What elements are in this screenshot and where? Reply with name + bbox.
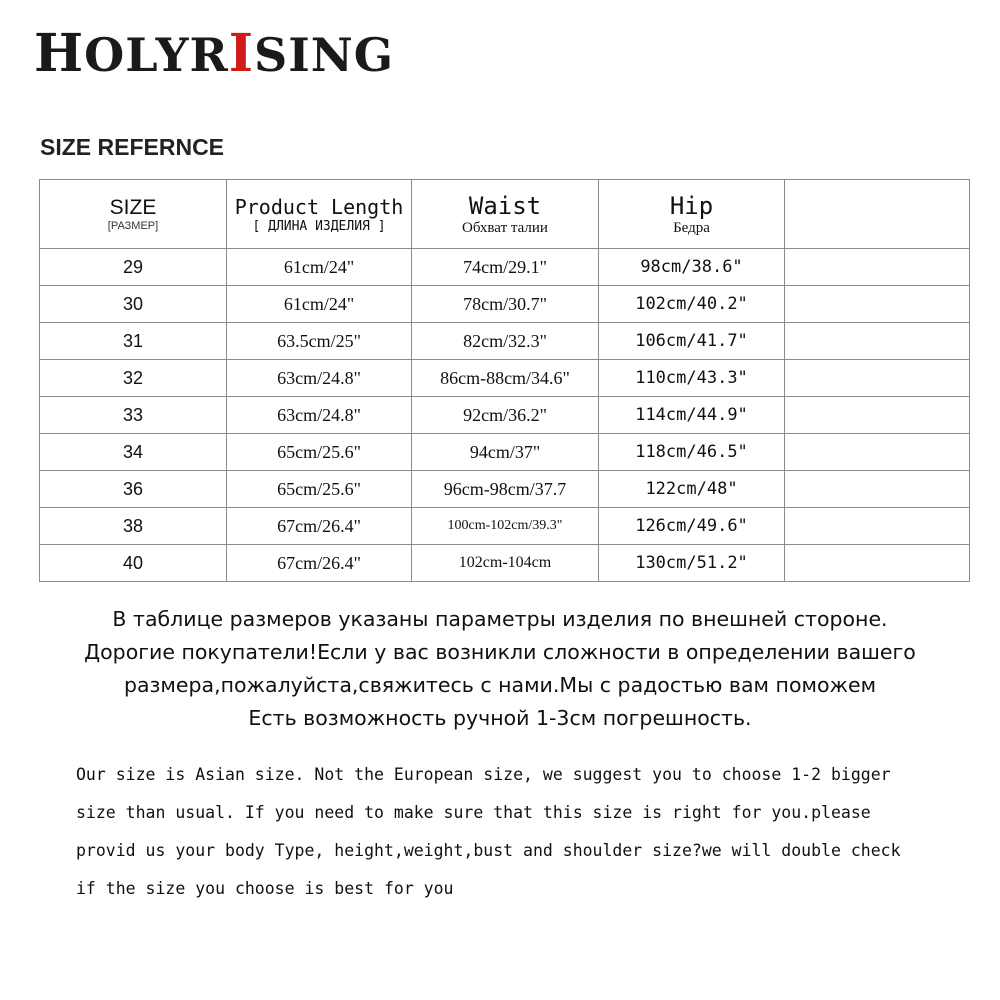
cell-hip: 118cm/46.5" [599, 434, 785, 471]
english-note-line: size than usual. If you need to make sure that this size is right for you.please [76, 803, 871, 822]
cell-hip: 130cm/51.2" [599, 545, 785, 582]
table-row [40, 360, 970, 397]
table-row [40, 434, 970, 471]
header-size-sublabel: [РАЗМЕР] [107, 220, 159, 232]
english-note-line: Our size is Asian size. Not the European size, we suggest you to choose 1-2 bigger [76, 765, 891, 784]
cell-size: 29 [40, 249, 227, 286]
header-length [227, 180, 412, 249]
cell-size: 32 [40, 360, 227, 397]
size-table [39, 179, 970, 582]
brand-initial: H [34, 23, 85, 84]
english-note-line: provid us your body Type, height,weight,bust and shoulder size?we will double check [76, 841, 901, 860]
cell-empty [785, 323, 970, 360]
russian-note-line: В таблице размеров указаны параметры изделия по внешней стороне. [112, 607, 888, 631]
english-notes [76, 756, 976, 908]
cell-length: 63.5cm/25" [227, 323, 412, 360]
cell-hip: 98cm/38.6" [599, 249, 785, 286]
cell-length: 65cm/25.6" [227, 434, 412, 471]
cell-waist: 86cm-88cm/34.6" [412, 360, 599, 397]
header-waist-sublabel: Обхват талии [462, 219, 548, 236]
cell-waist: 74cm/29.1" [412, 249, 599, 286]
table-row [40, 397, 970, 434]
cell-waist: 82cm/32.3" [412, 323, 599, 360]
cell-size: 33 [40, 397, 227, 434]
cell-hip: 126cm/49.6" [599, 508, 785, 545]
brand-text-part2: SING [254, 28, 395, 82]
cell-empty [785, 286, 970, 323]
cell-size: 38 [40, 508, 227, 545]
header-hip-label: Hip [669, 191, 714, 220]
header-length-label: Product Length [234, 194, 404, 219]
cell-size: 40 [40, 545, 227, 582]
cell-size: 34 [40, 434, 227, 471]
header-length-sublabel: [ ДЛИНА ИЗДЕЛИЯ ] [252, 218, 386, 234]
table-row [40, 545, 970, 582]
english-note-line: if the size you choose is best for you [76, 879, 454, 898]
cell-waist: 102cm-104cm [412, 545, 599, 582]
cell-hip: 102cm/40.2" [599, 286, 785, 323]
header-size [40, 180, 227, 249]
cell-hip: 106cm/41.7" [599, 323, 785, 360]
cell-size: 36 [40, 471, 227, 508]
table-row [40, 323, 970, 360]
cell-waist: 96cm-98cm/37.7 [412, 471, 599, 508]
cell-length: 63cm/24.8" [227, 397, 412, 434]
table-row [40, 508, 970, 545]
cell-empty [785, 471, 970, 508]
cell-empty [785, 360, 970, 397]
cell-length: 67cm/26.4" [227, 545, 412, 582]
cell-empty [785, 249, 970, 286]
russian-note-line: размера,пожалуйста,свяжитесь с нами.Мы с радостью вам поможем [123, 673, 877, 697]
cell-waist: 94cm/37" [412, 434, 599, 471]
russian-note-line: Дорогие покупатели!Если у вас возникли сложности в определении вашего [84, 640, 916, 664]
russian-note-line: Есть возможность ручной 1-3см погрешность. [248, 706, 752, 730]
page-title: SIZE REFERNCE [40, 134, 225, 160]
cell-empty [785, 397, 970, 434]
brand-red-letter: I [228, 23, 255, 84]
cell-empty [785, 434, 970, 471]
cell-length: 65cm/25.6" [227, 471, 412, 508]
cell-size: 31 [40, 323, 227, 360]
table-header-row [40, 180, 970, 249]
cell-waist: 100cm-102cm/39.3" [412, 508, 599, 545]
cell-length: 67cm/26.4" [227, 508, 412, 545]
table-row [40, 471, 970, 508]
cell-waist: 92cm/36.2" [412, 397, 599, 434]
cell-length: 61cm/24" [227, 249, 412, 286]
cell-hip: 110cm/43.3" [599, 360, 785, 397]
header-hip-sublabel: Бедра [673, 219, 710, 236]
cell-waist: 78cm/30.7" [412, 286, 599, 323]
cell-empty [785, 508, 970, 545]
cell-length: 61cm/24" [227, 286, 412, 323]
header-size-label: SIZE [109, 196, 157, 219]
table-row [40, 286, 970, 323]
brand-logo [34, 23, 395, 84]
cell-hip: 114cm/44.9" [599, 397, 785, 434]
cell-empty [785, 545, 970, 582]
brand-text-part1: OLYR [84, 28, 229, 82]
cell-hip: 122cm/48" [599, 471, 785, 508]
header-waist-label: Waist [468, 191, 542, 220]
header-empty [785, 180, 970, 249]
header-waist [412, 180, 599, 249]
cell-length: 63cm/24.8" [227, 360, 412, 397]
header-hip [599, 180, 785, 249]
russian-notes [0, 603, 1000, 735]
cell-size: 30 [40, 286, 227, 323]
table-row [40, 249, 970, 286]
